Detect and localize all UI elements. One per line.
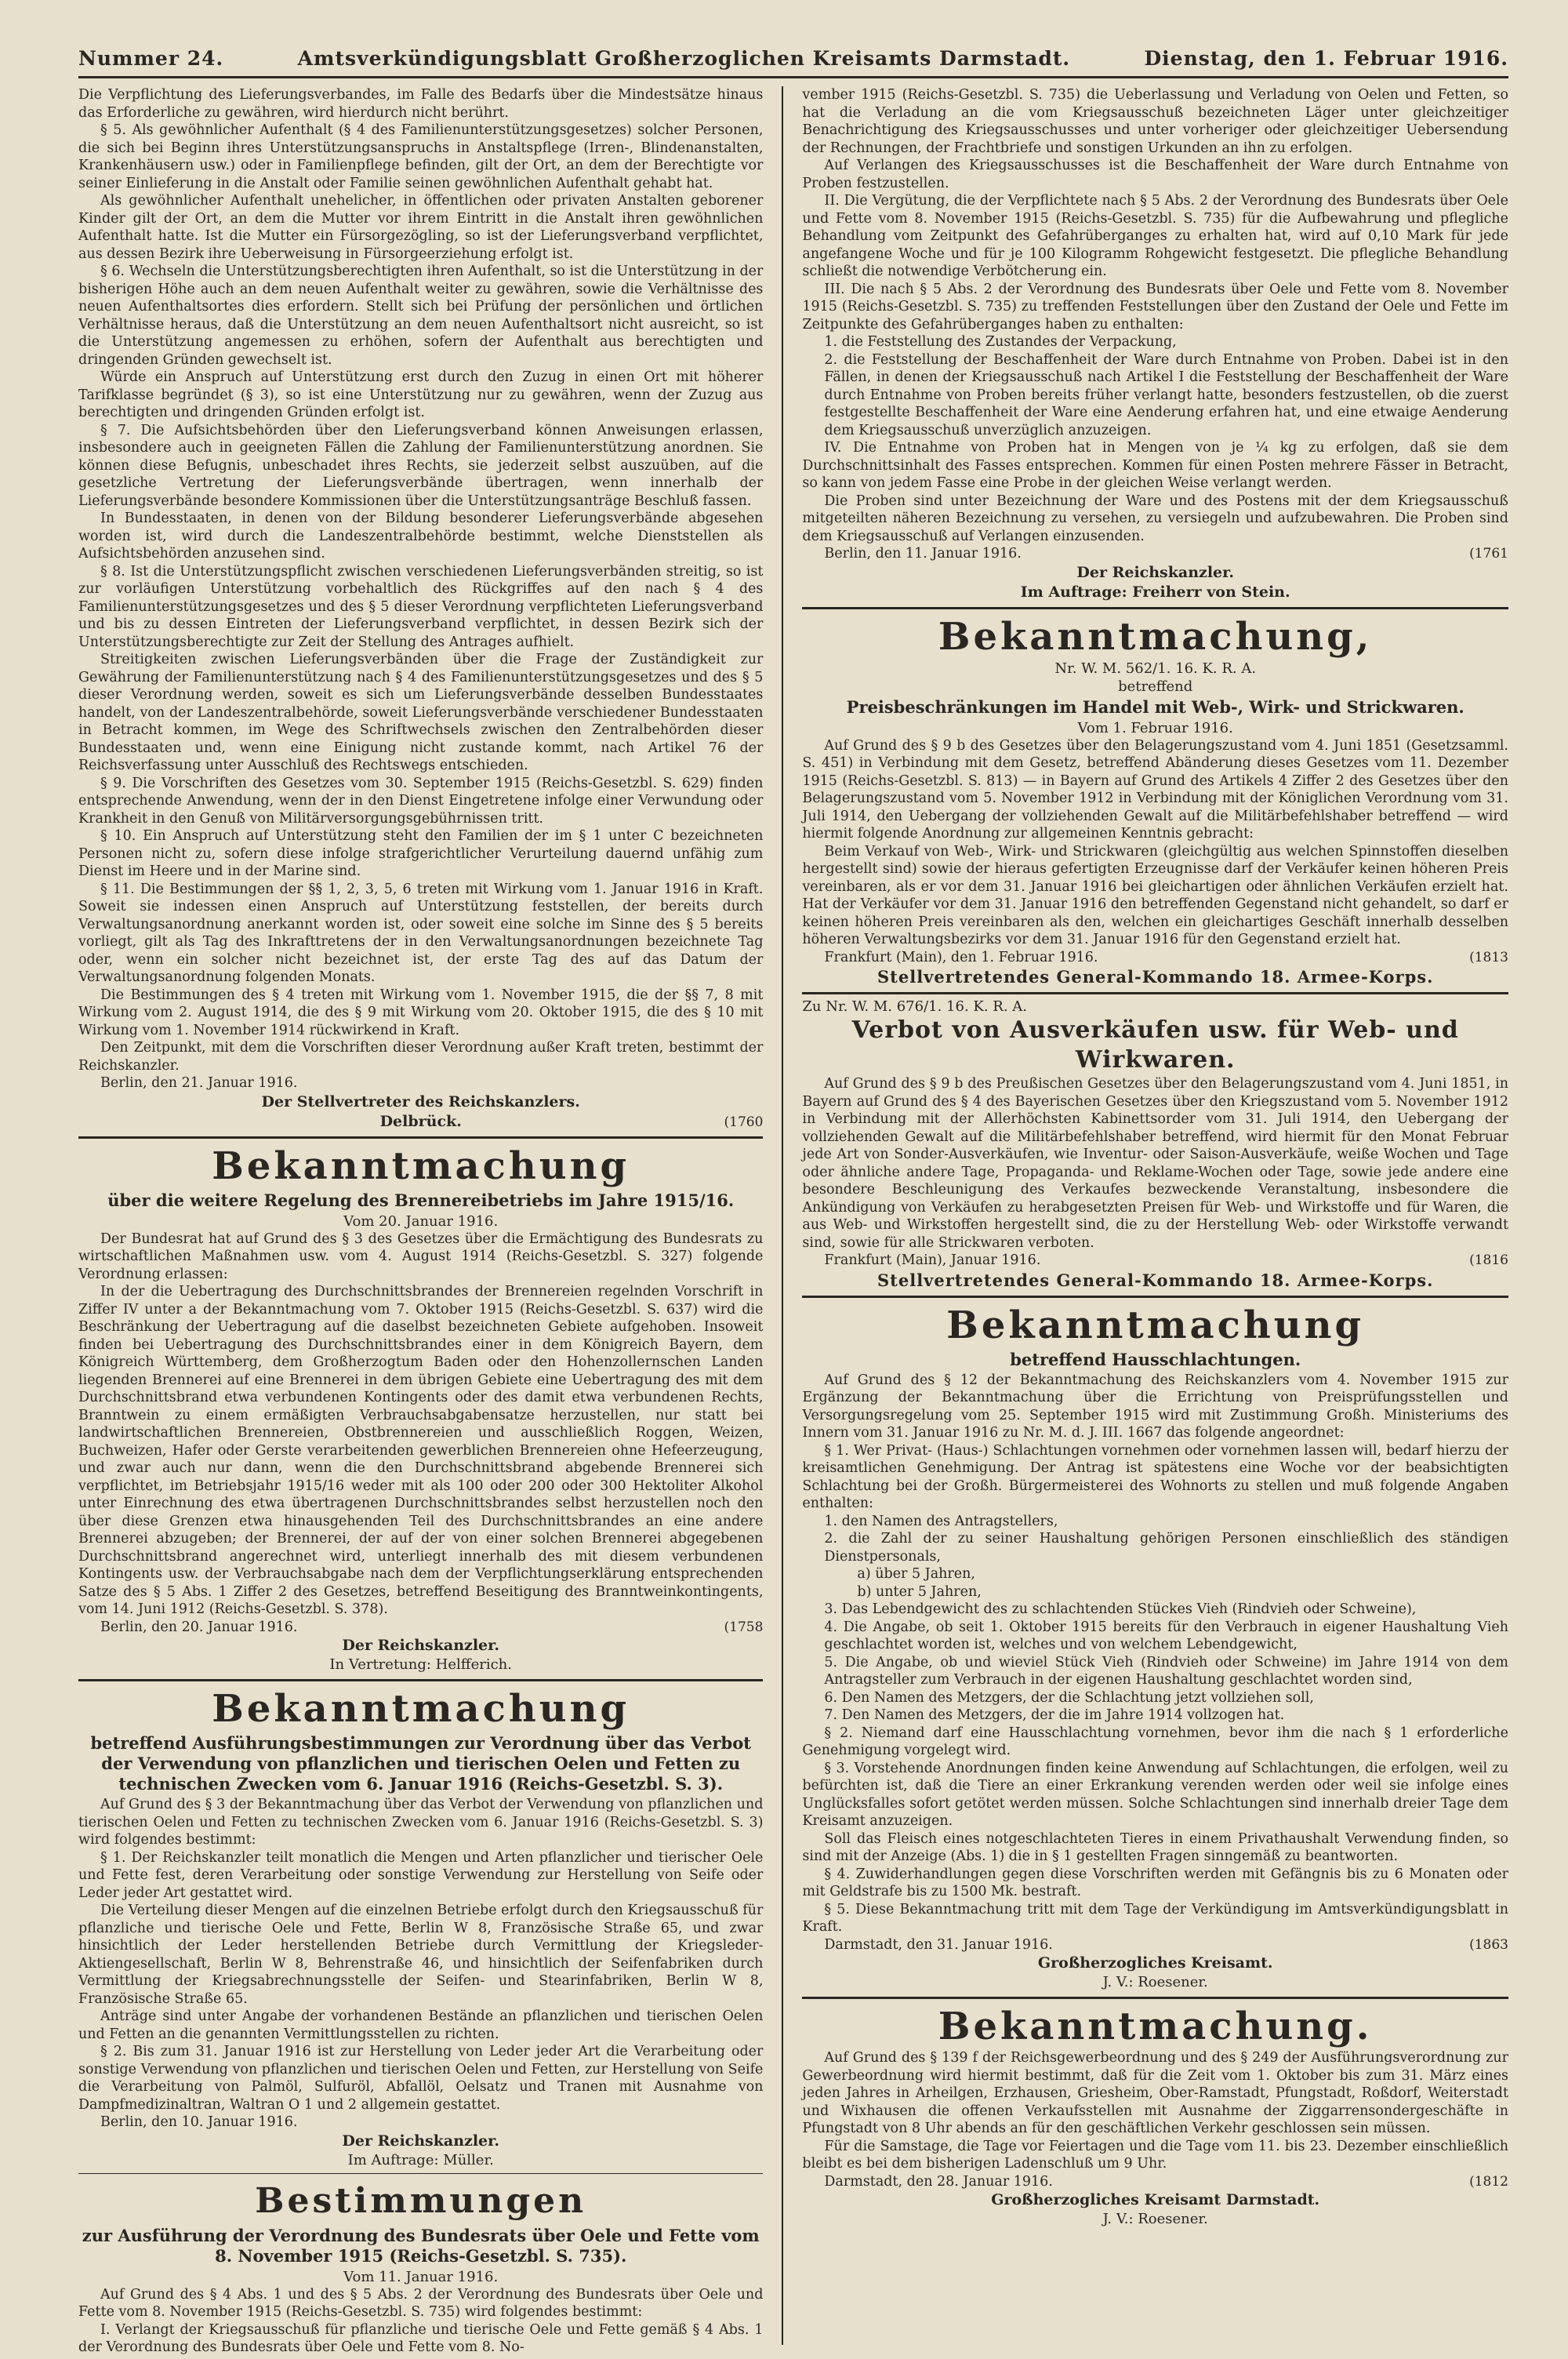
paragraph: Die Proben sind unter Bezeichnung der Ware und des Postens mit der dem Kriegsausschuß mitgeteilten näheren Bezeichnung zu versehen, zu versiegeln und aufzubewahren. Die Proben sind dem Kriegsausschuß auf Verlangen einzusenden. xyxy=(802,493,1508,544)
paragraph: Die Verpflichtung des Lieferungsverbandes, im Falle des Bedarfs über die Mindestsätze hinaus das Erforderliche zu gewähren, wird hierdurch nicht berührt. xyxy=(78,87,764,121)
paragraph: § 2. Niemand darf eine Hausschlachtung vornehmen, bevor ihm die nach § 1 erforderliche Genehmigung vorgelegt wird. xyxy=(802,1725,1508,1758)
paragraph: Als gewöhnlicher Aufenthalt unehelicher, in öffentlichen oder privaten Anstalten geborener Kinder gilt der Ort, an dem die Mutter vor ihrem Eintritt in die Anstalt ihren gewöhnlichen Aufenthalt hatte. Ist die Mutter ein Fürsorgezögling, so ist der Lieferungsverband verpflichtet, aus dessen Bezirk ihre Ueberweisung in Fürsorgeerziehung erfolgt ist. xyxy=(78,193,764,262)
paragraph: I. Verlangt der Kriegsausschuß für pflanzliche und tierische Oele und Fette gemäß § 4 Abs. 1 der Verordnung des Bundesrats über Oele und Fette vom 8. No- xyxy=(78,2321,764,2355)
list-item: 5. Die Angabe, ob und wieviel Stück Vieh (Rindvieh oder Schweine) im Jahre 1914 von dem Antragsteller zum Verbrauch in der eigenen Haushaltung geschlachtet worden sind, xyxy=(824,1654,1508,1688)
bestimmungen-continuation xyxy=(802,86,1508,602)
paragraph: § 7. Die Aufsichtsbehörden über den Lieferungsverband können Anweisungen erlassen, insbesondere auch in geeigneten Fällen die Zahlung der Familienunterstützung anordnen. Sie können diese Befugnis, unbeschadet ihres Rechts, sie jederzeit selbst auszuüben, auf die gesetzliche Vertretung der Lieferungsverbände übertragen, wenn innerhalb der Lieferungsverbände besondere Kommissionen über die Unterstützungsanträge Beschluß fassen. xyxy=(78,422,764,509)
place-date: Berlin, den 21. Januar 1916. xyxy=(100,1075,298,1091)
section-divider xyxy=(78,1136,763,1139)
paragraph: § 5. Diese Bekanntmachung tritt mit dem Tage der Verkündigung im Amtsverkündigungsblatt in Kraft. xyxy=(802,1901,1508,1935)
list-item: 7. Den Namen des Metzgers, der die im Jahre 1914 vollzogen hat. xyxy=(824,1707,1285,1723)
list-item: 4. Die Angabe, ob seit 1. Oktober 1915 bereits für den Verbrauch in eigener Haushaltung Vieh geschlachtet worden ist, welches und von welchem Lebendgewicht, xyxy=(824,1619,1508,1652)
section-divider xyxy=(802,992,1508,994)
paragraph: Auf Grund des § 3 der Bekanntmachung über das Verbot der Verwendung von pflanzlichen und tierischen Oelen und Fetten zu technischen Zwecken vom 6. Januar 1916 (Reichs-Gesetzbl. S. 3) wird folgendes bestimmt: xyxy=(78,1797,764,1848)
signature-name: Im Auftrage: Freiherr von Stein. xyxy=(1020,583,1290,601)
notice-price-limits xyxy=(802,614,1508,988)
paragraph: Für die Samstage, die Tage vor Feiertagen und die Tage vom 11. bis 23. Dezember einschließlich bleibt es bei dem bisherigen Ladenschluß um 9 Uhr. xyxy=(802,2138,1508,2172)
notice-number: (1760 xyxy=(724,1114,764,1130)
place-date: Berlin, den 10. Januar 1916. xyxy=(100,2114,298,2130)
notice-number: (1761 xyxy=(1469,546,1508,562)
paragraph: Den Zeitpunkt, mit dem die Vorschriften dieser Verordnung außer Kraft treten, bestimmt der Reichskanzler. xyxy=(78,1040,764,1074)
paragraph: Die Verteilung dieser Mengen auf die einzelnen Betriebe erfolgt durch den Kriegsausschuß für pflanzliche und tierische Oele und Fette, Berlin W 8, Französische Straße 65, und zwar hinsichtlich der Leder herstellenden Betriebe durch Vermittlung der Kriegsleder-Aktiengesellschaft, Berlin W 8, Behrenstraße 46, und hinsichtlich der Seifenfabriken durch Vermittlung der Kriegsabrechnungsstelle der Seifen- und Stearinfabriken, Berlin W 8, Französische Straße 65. xyxy=(78,1903,764,2007)
section-divider xyxy=(78,1679,763,1681)
paragraph: Auf Grund des § 139 f der Reichsgewerbeordnung und des § 249 der Ausführungsverordnung zur Gewerbeordnung wird hiermit bestimmt, daß für die Zeit vom 1. Oktober bis zum 31. März eines jeden Jahres in Arheilgen, Erzhausen, Griesheim, Ober-Ramstadt, Pfungstadt, Roßdorf, Weiterstadt und Wixhausen die offenen Verkaufsstellen mit Ausnahme der Ziggarrensondergeschäfte in Pfungstadt von 8 Uhr abends an für den geschäftlichen Verkehr geschlossen sein müssen. xyxy=(802,2050,1508,2136)
place-date: Frankfurt (Main), Januar 1916. xyxy=(824,1252,1041,1268)
paragraph: Auf Verlangen des Kriegsausschusses ist die Beschaffenheit der Ware durch Entnahme von Proben festzustellen. xyxy=(802,158,1508,191)
publication-title: Amtsverkündigungsblatt Großherzoglichen Kreisamts Darmstadt. xyxy=(297,47,1071,70)
notice-title: Bekanntmachung, xyxy=(938,614,1373,659)
place-date: Berlin, den 11. Januar 1916. xyxy=(824,546,1022,562)
notice-title: Bestimmungen xyxy=(255,2180,587,2221)
section-divider xyxy=(802,607,1508,609)
list-item: a) über 5 Jahren, xyxy=(857,1566,975,1582)
place-date: Frankfurt (Main), den 1. Februar 1916. xyxy=(824,949,1098,965)
paragraph: Beim Verkauf von Web-, Wirk- und Strickwaren (gleichgültig aus welchen Spinnstoffen dieselben hergestellt sind) sowie der hieraus gefertigten Erzeugnisse darf der Verkäufer keinen höheren Preis vereinbaren, als er vor dem 31. Januar 1916 bei gleichartigen oder ähnlichen Verkäufen erzielt hat. Hat der Verkäufer vor dem 31. Januar 1916 den betreffenden Gegenstand nicht gehandelt, so darf er keinen höheren Preis vereinbaren als den, welchen ein gleichartiges Geschäft innerhalb desselben höheren Verwaltungsbezirks vor dem 31. Januar 1916 für den Gegenstand erzielt hat. xyxy=(802,843,1508,947)
notice-title: Verbot von Ausverkäufen usw. für Web- und Wirkwaren. xyxy=(851,1016,1459,1074)
issue-date: Dienstag, den 1. Februar 1916. xyxy=(1144,47,1508,70)
paragraph: § 2. Bis zum 31. Januar 1916 ist zur Herstellung von Leder jeder Art die Verarbeitung oder sonstige Verwendung von pflanzlichen und tierischen Oelen und Fetten, zur Herstellung von Seife die Verarbeitung von Palmöl, Sulfuröl, Abfallöl, Oelsatz und Tranen mit Ausnahme von Dampfmedizinaltran, Waltran O 1 und 2 allgemein gestattet. xyxy=(78,2044,764,2113)
list-item: 6. Den Namen des Metzgers, der die Schlachtung jetzt vollziehen soll, xyxy=(824,1689,1314,1706)
notice-number: (1813 xyxy=(1469,949,1508,965)
paragraph: Auf Grund des § 12 der Bekanntmachung des Reichskanzlers vom 4. November 1915 zur Ergänzung der Bekanntmachung über die Errichtung von Preisprüfungsstellen und Versorgungsregelung vom 25. September 1915 wird mit Zustimmung Großh. Ministeriums des Innern vom 31. Januar 1916 zu Nr. M. d. J. III. 1667 das folgende angeordnet: xyxy=(802,1372,1508,1441)
paragraph: IV. Die Entnahme von Proben hat in Mengen von je ¼ kg zu erfolgen, daß sie dem Durchschnittsinhalt des Fasses entsprechen. Kommen für einen Posten mehrere Fässer in Betracht, so kann von jedem Fasse eine Probe in der gleichen Weise verlangt werden. xyxy=(802,440,1508,491)
list-item: 2. die Feststellung der Beschaffenheit der Ware durch Entnahme von Proben. Dabei ist in den Fällen, in denen der Kriegsausschuß nach Artikel I die Feststellung der Beschaffenheit der Ware durch Entnahme von Proben bereits früher verlangt hatte, besonders festzustellen, ob die zuerst festgestellte Beschaffenheit der Ware eine Aenderung erfahren hat, und eine etwaige Aenderung dem Kriegsausschuß unverzüglich anzuzeigen. xyxy=(824,351,1508,438)
paragraph: § 1. Wer Privat- (Haus-) Schlachtungen vornehmen oder vornehmen lassen will, bedarf hierzu der kreisamtlichen Genehmigung. Der Antrag ist spätestens eine Woche vor der beabsichtigten Schlachtung bei der Großh. Bürgermeisterei des Wohnorts zu stellen und muß folgende Angaben enthalten: xyxy=(802,1442,1508,1511)
paragraph: II. Die Vergütung, die der Verpflichtete nach § 5 Abs. 2 der Verordnung des Bundesrats über Oele und Fette vom 8. November 1915 (Reichs-Gesetzbl. S. 735) für die Aufbewahrung und pflegliche Behandlung vom Zeitpunkt des Gefahrüberganges zu erhalten hat, wird auf 0,10 Mark für jede angefangene Woche und für je 100 Kilogramm Rohgewicht festgesetzt. Die pflegliche Behandlung schließt die notwendige Verbötcherung ein. xyxy=(802,193,1508,279)
signature-title: Der Stellvertreter des Reichskanzlers. xyxy=(261,1092,580,1110)
paragraph: § 1. Der Reichskanzler teilt monatlich die Mengen und Arten pflanzlicher und tierischer Oele und Fette fest, deren Verarbeitung oder sonstige Verwendung zur Herstellung von Seife oder Leder jeder Art gestattet wird. xyxy=(78,1849,764,1901)
notice-date: Vom 20. Januar 1916. xyxy=(343,1212,499,1230)
notice-title: Bekanntmachung xyxy=(212,1687,630,1731)
signature-authority: Stellvertretendes General-Kommando 18. Armee-Korps. xyxy=(877,1270,1434,1290)
list-item: 1. den Namen des Antragstellers, xyxy=(824,1513,1058,1529)
notice-shop-hours xyxy=(802,2004,1508,2229)
notice-subtitle: Preisbeschränkungen im Handel mit Web-, Wirk- und Strickwaren. xyxy=(846,696,1465,717)
notice-subtitle: betreffend Ausführungsbestimmungen zur Verordnung über das Verbot der Verwendung von pflanzlichen und tierischen Oelen und Fetten zu technischen Zwecken vom 6. Januar 1916 (Reichs-Gesetzbl. S. 3). xyxy=(90,1733,751,1794)
section-divider xyxy=(802,1296,1508,1298)
paragraph: Die Bestimmungen des § 4 treten mit Wirkung vom 1. November 1915, die der §§ 7, 8 mit Wirkung vom 2. August 1914, die des § 9 mit Wirkung vom 20. Oktober 1915, die des § 10 mit Wirkung vom 1. November 1914 rückwirkend in Kraft. xyxy=(78,987,764,1038)
paragraph: Der Bundesrat hat auf Grund des § 3 des Gesetzes über die Ermächtigung des Bundesrats zu wirtschaftlichen Maßnahmen usw. vom 4. August 1914 (Reichs-Gesetzbl. S. 327) folgende Verordnung erlassen: xyxy=(78,1230,764,1282)
paragraph: § 4. Zuwiderhandlungen gegen diese Vorschriften werden mit Gefängnis bis zu 6 Monaten oder mit Geldstrafe bis zu 1500 Mk. bestraft. xyxy=(802,1866,1508,1899)
paragraph: § 3. Vorstehende Anordnungen finden keine Anwendung auf Schlachtungen, die erfolgen, weil zu befürchten ist, daß die Tiere an einer Erkrankung verenden werden oder weil sie infolge eines Unglücksfalles sofort getötet werden müssen. Solche Schlachtungen sind innerhalb dreier Tage dem Kreisamt anzuzeigen. xyxy=(802,1760,1508,1829)
notice-reference: Zu Nr. W. M. 676/1. 16. K. R. A. xyxy=(802,998,1027,1015)
paragraph: Auf Grund des § 9 b des Gesetzes über den Belagerungszustand vom 4. Juni 1851 (Gesetzsamml. S. 451) in Verbindung mit dem Gesetz, betreffend Abänderung dieses Gesetzes vom 11. Dezember 1915 (Reichs-Gesetzbl. S. 813) — in Bayern auf Grund des Artikels 4 Ziffer 2 des Gesetzes über den Belagerungszustand vom 5. November 1912 in Verbindung mit der Königlichen Verordnung vom 31. Juli 1914, den Uebergang der vollziehenden Gewalt auf die Militärbefehlshaber betreffend — wird hiermit folgende Anordnung zur allgemeinen Kenntnis gebracht: xyxy=(802,737,1508,841)
signature-authority: Stellvertretendes General-Kommando 18. Armee-Korps. xyxy=(877,967,1434,987)
notice-brennerei xyxy=(78,1143,763,1675)
paragraph: § 5. Als gewöhnlicher Aufenthalt (§ 4 des Familienunterstützungsgesetzes) solcher Personen, die sich bei Beginn ihres Unterstützungsanspruchs in Anstaltspflege (Irren-, Blindenanstalten, Krankenhäusern usw.) oder in Familienpflege befinden, gilt der Ort, an dem der Berechtigte vor seiner Einlieferung in die Anstalt oder Familie seinen gewöhnlichen Aufenthalt gehabt hat. xyxy=(78,122,764,191)
paragraph: Soll das Fleisch eines notgeschlachteten Tieres in einem Privathaushalt Verwendung finden, so sind mit der Anzeige (Abs. 1) die in § 1 gestellten Fragen sinngemäß zu beantworten. xyxy=(802,1830,1508,1864)
section-divider xyxy=(802,1997,1508,1999)
paragraph: In der die Uebertragung des Durchschnittsbrandes der Brennereien regelnden Vorschrift in Ziffer IV unter a der Bekanntmachung vom 7. Oktober 1915 (Reichs-Gesetzbl. S. 637) wird die Beschränkung der Uebertragung auf die daselbst bezeichneten Gebiete aufgehoben. Insoweit finden bei Uebertragung des Durchschnittsbrandes einer in dem Königreich Bayern, dem Königreich Württemberg, dem Großherzogtum Baden oder den Hohenzollernschen Landen liegenden Brennerei auf eine Brennerei in dem übrigen Gebiete eine Uebertragung des mit dem Durchschnittsbrand etwa verbundenen Kontingents oder des damit etwa verbundenen Rechts, Branntwein zu einem ermäßigten Verbrauchsabgabensatze herzustellen, nur statt bei landwirtschaftlichen Brennereien, Obstbrennereien und ausschließlich Roggen, Weizen, Buchweizen, Hafer oder Gerste verarbeitenden gewerblichen Brennereien ohne Hefeerzeugung, und zwar auch nur dann, wenn die den Durchschnittsbrand abgebende Brennerei sich verpflichtet, im Betriebsjahr 1915/16 weder mit als 100 oder 200 oder 300 Hektoliter Alkohol unter Einrechnung des etwa übertragenen Durchschnittsbrandes selbst herzustellen noch den über diese Grenzen etwa hinausgehenden Teil des Durchschnittsbrandes an eine andere Brennerei abzugeben; der Brennerei, der auf der von einer solchen Brennerei abgegebenen Durchschnittsbrand angerechnet wird, unterliegt innerhalb des mit diesem verbundenen Kontingents usw. der Verbrauchsabgabe nach dem der Verpflichtungserklärung entsprechenden Satze des § 5 Abs. 1 Ziffer 2 des Gesetzes, betreffend Beseitigung des Branntweinkontingents, vom 14. Juni 1912 (Reichs-Gesetzbl. S. 378). xyxy=(78,1284,764,1617)
paragraph: Würde ein Anspruch auf Unterstützung erst durch den Zuzug in einen Ort mit höherer Tarifklasse begründet (§ 3), so ist eine Unterstützung nur zu gewähren, wenn der Zuzug aus berechtigten und dringenden Gründen erfolgt ist. xyxy=(78,369,764,420)
notice-oils-fats xyxy=(78,1686,763,2170)
paragraph: Anträge sind unter Angabe der vorhandenen Bestände an pflanzlichen und tierischen Oelen und Fetten an die genannten Vermittlungsstellen zu richten. xyxy=(78,2008,764,2042)
ordinance-continuation xyxy=(78,86,763,1132)
list-item: 1. die Feststellung des Zustandes der Verpackung, xyxy=(824,334,1177,350)
notice-date: Vom 11. Januar 1916. xyxy=(343,2268,499,2285)
left-column xyxy=(78,86,782,2355)
notice-reference: Nr. W. M. 562/1. 16. K. R. A. xyxy=(1054,660,1257,677)
signature-name: Delbrück. xyxy=(379,1112,462,1130)
paragraph: vember 1915 (Reichs-Gesetzbl. S. 735) die Ueberlassung und Verladung von Oelen und Fetten, so hat die Verladung an die vom Kriegsausschuß bezeichneten Läger unter gleichzeitiger Benachrichtigung des Kriegsausschusses und unter vorheriger oder gleichzeitiger Uebersendung der Rechnungen, der Frachtbriefe und sonstigen Urkunden an ihn zu erfolgen. xyxy=(802,87,1508,156)
right-column xyxy=(782,86,1508,2345)
notice-number: (1758 xyxy=(724,1619,764,1635)
signature-name: J. V.: Roesener. xyxy=(1102,1974,1208,1990)
notice-date: Vom 1. Februar 1916. xyxy=(1077,719,1233,736)
section-divider xyxy=(78,2173,763,2174)
place-date: Berlin, den 20. Januar 1916. xyxy=(100,1619,298,1635)
signature-title: Der Reichskanzler. xyxy=(342,1637,500,1654)
paragraph: § 8. Ist die Unterstützungspflicht zwischen verschiedenen Lieferungsverbänden streitig, so ist zur vorläufigen Unterstützung vorbehaltlich des Rückgriffes auf den nach § 4 des Familienunterstützungsgesetzes und des § 5 dieser Verordnung verpflichteten Lieferungsverband und bis zu dessen Eintreten der Lieferungsverband verpflichtet, in dessen Bezirk sich der Unterstützungsberechtigte zur Zeit der Stellung des Antrages aufhielt. xyxy=(78,563,764,650)
signature-name: Im Auftrage: Müller. xyxy=(347,2151,494,2168)
paragraph: § 6. Wechseln die Unterstützungsberechtigten ihren Aufenthalt, so ist die Unterstützung in der bisherigen Höhe auch an dem neuen Aufenthalt weiter zu gewähren, sowie die Verhältnisse des neuen Aufenthaltsortes dies erfordern. Stellt sich bei Prüfung der persönlichen und örtlichen Verhältnisse heraus, daß die Unterstützung an dem neuen Aufenthaltsort nicht ausreicht, so ist die Unterstützung angemessen zu erhöhen, sofern der Aufenthalt aus berechtigten und dringenden Gründen gewechselt ist. xyxy=(78,264,764,368)
notice-number: (1812 xyxy=(1469,2173,1508,2190)
list-item: 3. Das Lebendgewicht des zu schlachtenden Stückes Vieh (Rindvieh oder Schweine), xyxy=(824,1601,1417,1617)
notice-subtitle: zur Ausführung der Verordnung des Bundesrats über Oele und Fette vom 8. November 1915 (Reichs-Gesetzbl. S. 735). xyxy=(82,2225,760,2266)
notice-subtitle: betreffend Hausschlachtungen. xyxy=(1010,1349,1301,1369)
signature-name: J. V.: Roesener. xyxy=(1102,2211,1208,2227)
paragraph: Auf Grund des § 9 b des Preußischen Gesetzes über den Belagerungszustand vom 4. Juni 1851, in Bayern auf Grund des § 4 des Bayerischen Gesetzes über den Kriegszustand vom 5. November 1912 in Verbindung mit der Allerhöchsten Kabinettsorder vom 31. Juli 1914, den Uebergang der vollziehenden Gewalt auf die Militärbefehlshaber betreffend, wird hiermit für den Monat Februar jede Art von Sonder-Ausverkäufen, wie Inventur- oder Saison-Ausverkäufe, weiße Wochen und Tage oder ähnliche andere Tage, Propaganda- und Reklame-Wochen oder Tage, sowie jede andere eine besondere Beschleunigung des Verkaufes bezweckende Veranstaltung, insbesondere die Ankündigung von Verkäufen zu herabgesetzten Preisen für Web- und Wirkstoffe und für Waren, die aus Web- und Wirkstoffen hergestellt sind, die zu der Herstellung Web- oder Wirkstoffe verwandt sind, sowie für alle Strickwaren verboten. xyxy=(802,1076,1508,1251)
notice-number: (1816 xyxy=(1469,1252,1508,1268)
paragraph: § 10. Ein Anspruch auf Unterstützung steht den Familien der im § 1 unter C bezeichneten Personen nicht zu, sofern diese infolge strafgerichtlicher Verurteilung dauernd unfähig zum Dienst im Heere und in der Marine sind. xyxy=(78,828,764,879)
paragraph: § 9. Die Vorschriften des Gesetzes vom 30. September 1915 (Reichs-Gesetzbl. S. 629) finden entsprechende Anwendung, wenn der in den Dienst Eingetretene infolge einer Verwundung oder Krankheit in den Genuß von Militärversorgungsgebührnissen tritt. xyxy=(78,775,764,827)
notice-betreffend: betreffend xyxy=(1118,678,1193,695)
signature-title: Der Reichskanzler. xyxy=(342,2132,500,2150)
place-date: Darmstadt, den 31. Januar 1916. xyxy=(824,1936,1053,1953)
notice-sales-ban xyxy=(802,998,1508,1291)
notice-bestimmungen xyxy=(78,2179,763,2357)
notice-home-slaughter xyxy=(802,1303,1508,1993)
list-item: b) unter 5 Jahren, xyxy=(857,1583,982,1600)
notice-number: (1863 xyxy=(1469,1936,1508,1953)
notice-title: Bekanntmachung xyxy=(946,1303,1365,1347)
place-date: Darmstadt, den 28. Januar 1916. xyxy=(824,2173,1053,2190)
paragraph: III. Die nach § 5 Abs. 2 der Verordnung des Bundesrats über Oele und Fette vom 8. November 1915 (Reichs-Gesetzbl. S. 735) zu treffenden Feststellungen über den Zustand der Oele und Fette im Zeitpunkte des Gefahrüberganges haben zu enthalten: xyxy=(802,281,1508,333)
paragraph: In Bundesstaaten, in denen von der Bildung besonderer Lieferungsverbände abgesehen worden ist, wird durch die Landeszentralbehörde bestimmt, welche Dienststellen als Aufsichtsbehörden anzusehen sind. xyxy=(78,511,764,562)
page-header xyxy=(78,47,1508,78)
signature-title: Der Reichskanzler. xyxy=(1076,563,1235,581)
paragraph: § 11. Die Bestimmungen der §§ 1, 2, 3, 5, 6 treten mit Wirkung vom 1. Januar 1916 in Kraft. Soweit sie indessen einen Anspruch auf Unterstützung feststellen, der bereits durch Verwaltungsanordnung anerkannt worden ist, oder soweit eine solche im Sinne des § 5 bereits vorliegt, gilt als Tag des Inkrafttretens der in den Verwaltungsanordnungen bezeichnete Tag oder, wenn ein solcher nicht bezeichnet ist, der erste Tag des auf das Datum der Verwaltungsanordnung folgenden Monats. xyxy=(78,881,764,985)
signature-title: Großherzogliches Kreisamt Darmstadt. xyxy=(991,2191,1320,2208)
signature-title: Großherzogliches Kreisamt. xyxy=(1037,1954,1273,1972)
issue-number: Nummer 24. xyxy=(78,47,224,70)
notice-title: Bekanntmachung xyxy=(212,1143,630,1188)
signature-name: In Vertretung: Helfferich. xyxy=(329,1656,512,1673)
paragraph: Streitigkeiten zwischen Lieferungsverbänden über die Frage der Zuständigkeit zur Gewährung der Familienunterstützung nach § 4 des Familienunterstützungsgesetzes und des § 5 dieser Verordnung werden, soweit es sich um Lieferungsverbände desselben Bundesstaates handelt, von der Landeszentralbehörde, soweit Lieferungsverbände verschiedener Bundesstaaten in Betracht kommen, im Wege des Schriftwechsels zwischen den Zentralbehörden dieser Bundesstaaten und, wenn eine Einigung nicht zustande kommt, nach Artikel 76 der Reichsverfassung unter Ausschluß des Rechtswegs entschieden. xyxy=(78,652,764,773)
paragraph: Auf Grund des § 4 Abs. 1 und des § 5 Abs. 2 der Verordnung des Bundesrats über Oele und Fette vom 8. November 1915 (Reichs-Gesetzbl. S. 735) wird folgendes bestimmt: xyxy=(78,2286,764,2320)
notice-subtitle: über die weitere Regelung des Brennereibetriebs im Jahre 1915/16. xyxy=(107,1190,735,1210)
list-item: 2. die Zahl der zu seiner Haushaltung gehörigen Personen einschließlich des ständigen Dienstpersonals, xyxy=(824,1531,1508,1565)
notice-title: Bekanntmachung. xyxy=(938,2005,1373,2048)
columns xyxy=(78,86,1508,2355)
